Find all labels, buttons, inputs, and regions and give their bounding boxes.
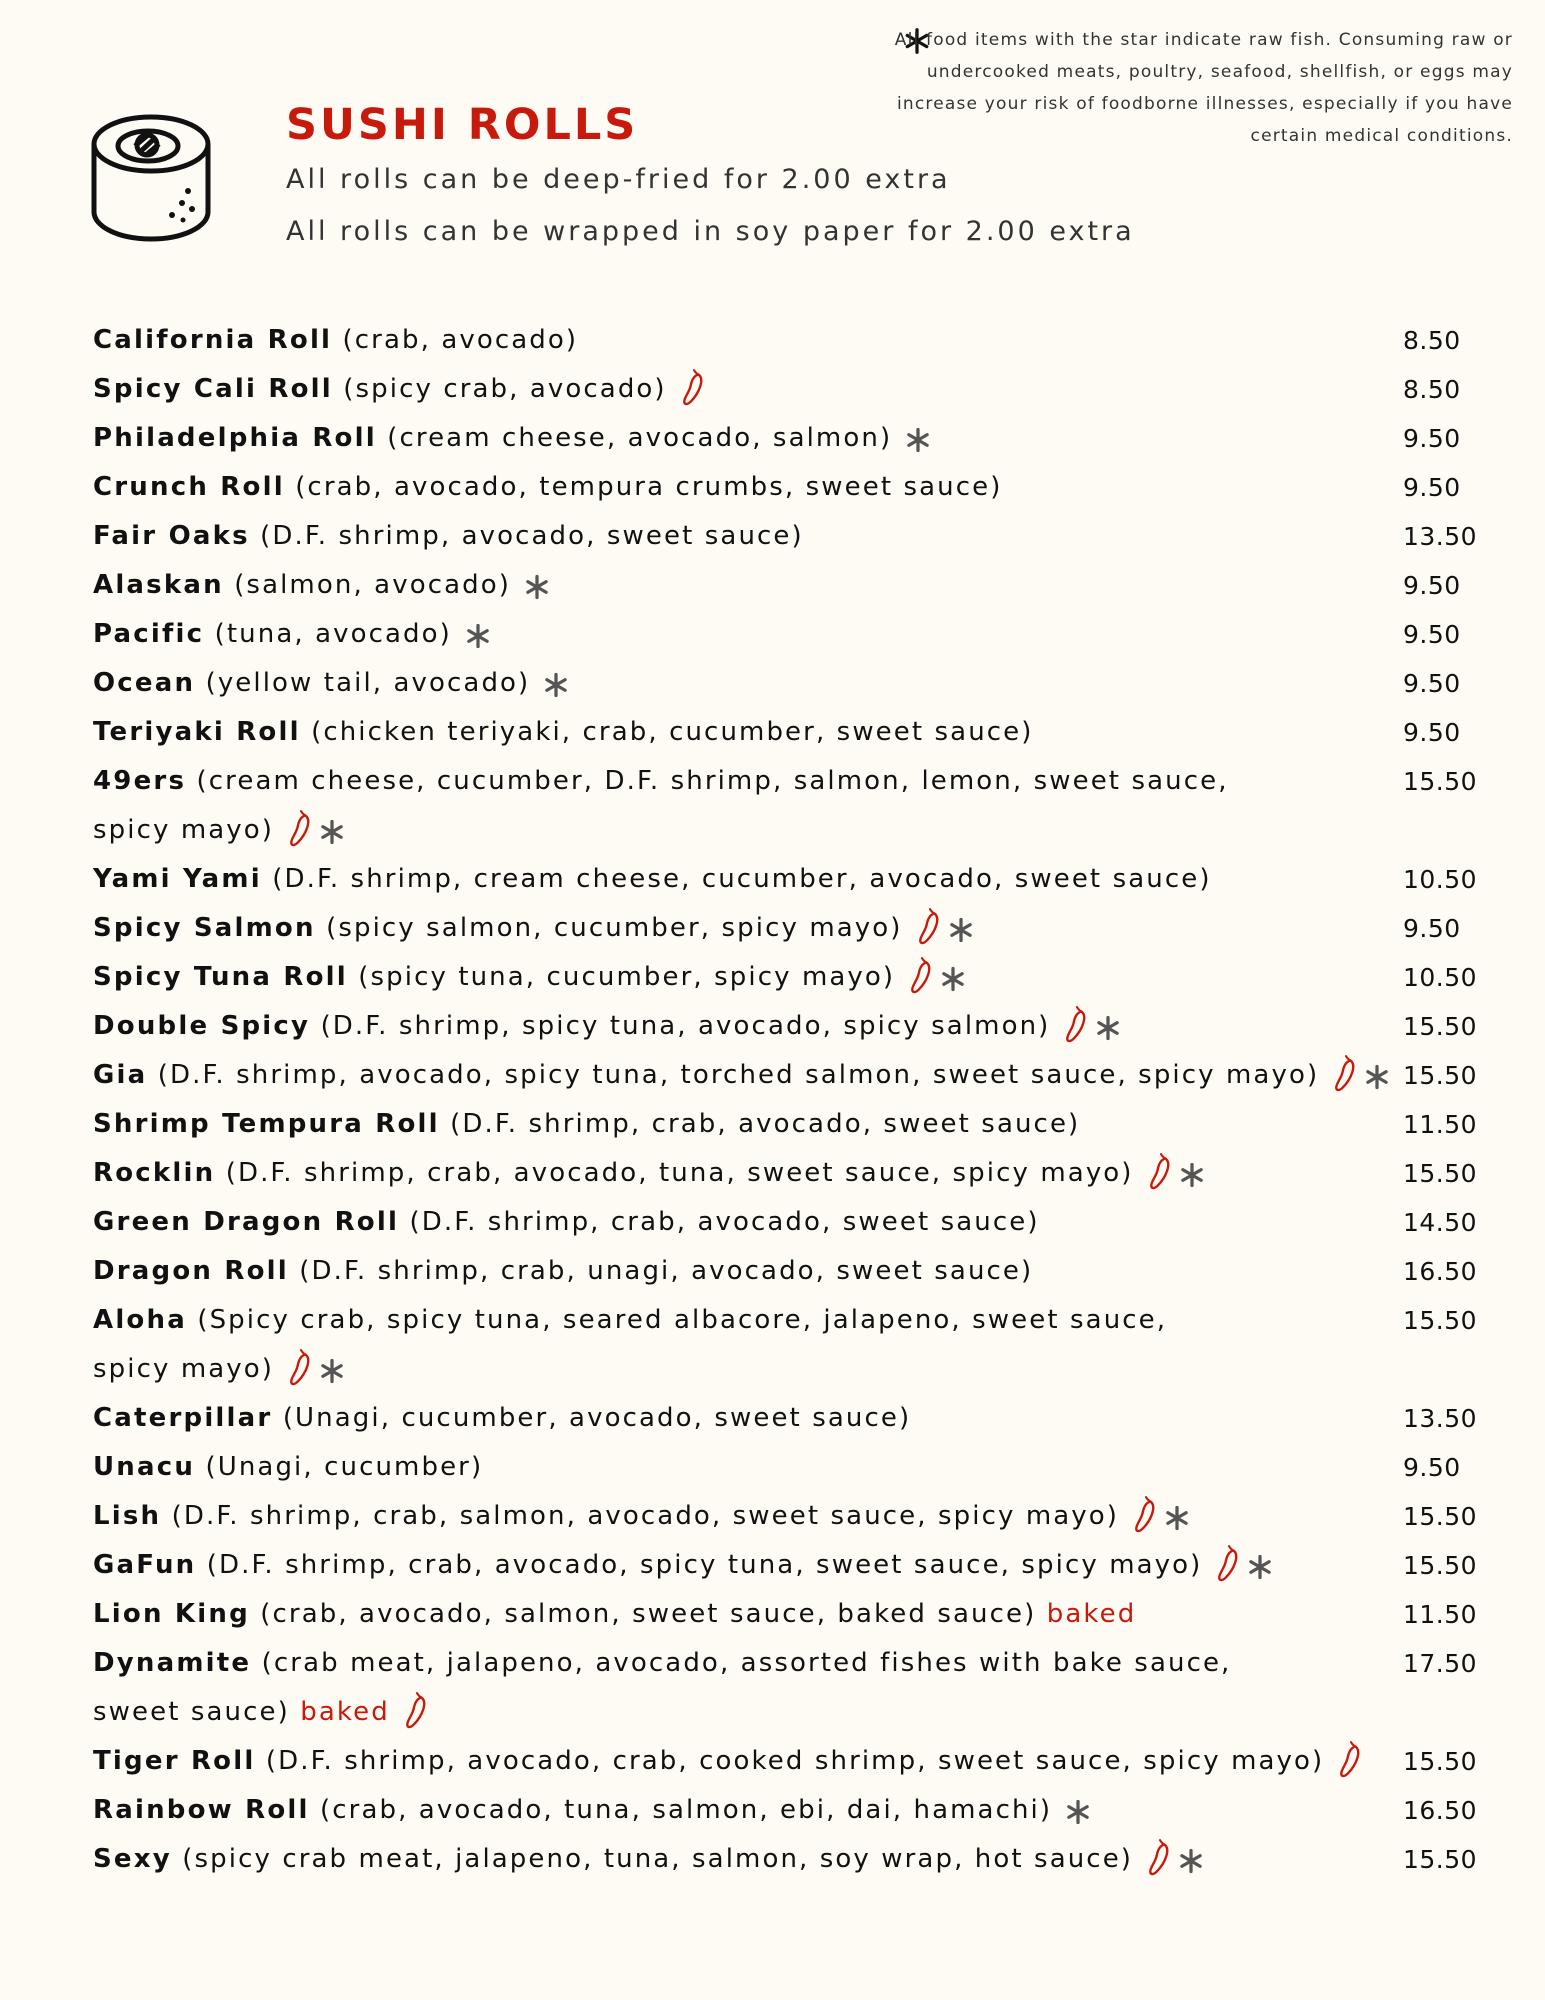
item-name: Gia	[93, 1060, 148, 1090]
item-price: 8.50	[1403, 375, 1461, 404]
menu-item-line	[93, 316, 1483, 365]
menu-item-line	[93, 659, 1483, 708]
asterisk-star-icon	[1163, 1500, 1191, 1528]
item-price: 9.50	[1403, 473, 1461, 502]
menu-item	[93, 1541, 1483, 1590]
item-price: 13.50	[1403, 1404, 1478, 1433]
item-name: Teriyaki Roll	[93, 717, 301, 747]
item-description: (D.F. shrimp, crab, salmon, avocado, sweet sauce, spicy mayo)	[171, 1501, 1120, 1531]
menu-item-line	[93, 1247, 1483, 1296]
chili-pepper-icon	[288, 1348, 314, 1386]
menu-item-line	[93, 1443, 1483, 1492]
item-name: Fair Oaks	[93, 521, 250, 551]
menu-item	[93, 953, 1483, 1002]
menu-item	[93, 708, 1483, 757]
menu-list	[93, 316, 1483, 1884]
item-name: California Roll	[93, 325, 333, 355]
menu-item-line	[93, 561, 1483, 610]
menu-item	[93, 365, 1483, 414]
item-name: Spicy Cali Roll	[93, 374, 333, 404]
item-price: 9.50	[1403, 1453, 1461, 1482]
item-price: 9.50	[1403, 571, 1461, 600]
item-price: 9.50	[1403, 620, 1461, 649]
baked-tag: baked	[1046, 1599, 1137, 1629]
item-description: (chicken teriyaki, crab, cucumber, sweet sauce)	[311, 717, 1034, 747]
item-price: 15.50	[1403, 1551, 1478, 1580]
item-name: 49ers	[93, 766, 187, 796]
item-price: 16.50	[1403, 1796, 1478, 1825]
asterisk-star-icon	[947, 912, 975, 940]
chili-pepper-icon	[909, 956, 935, 994]
item-name: Crunch Roll	[93, 472, 285, 502]
chili-pepper-icon	[288, 809, 314, 847]
menu-item-line-continued	[93, 1345, 1483, 1394]
menu-item	[93, 904, 1483, 953]
chili-pepper-icon	[1148, 1152, 1174, 1190]
item-description: (D.F. shrimp, crab, avocado, spicy tuna, sweet sauce, spicy mayo)	[206, 1550, 1203, 1580]
item-price: 15.50	[1403, 1012, 1478, 1041]
menu-item	[93, 512, 1483, 561]
chili-pepper-icon	[404, 1691, 430, 1729]
menu-item	[93, 1443, 1483, 1492]
item-price: 15.50	[1403, 1502, 1478, 1531]
menu-item	[93, 757, 1483, 855]
item-name: Dragon Roll	[93, 1256, 289, 1286]
item-name: GaFun	[93, 1550, 197, 1580]
item-name: Lion King	[93, 1599, 250, 1629]
menu-item	[93, 1492, 1483, 1541]
asterisk-star-icon	[939, 961, 967, 989]
menu-item	[93, 316, 1483, 365]
menu-item-line	[93, 1737, 1483, 1786]
item-description-continued: spicy mayo)	[93, 1354, 275, 1384]
asterisk-star-icon	[318, 1353, 346, 1381]
item-price: 15.50	[1403, 1747, 1478, 1776]
item-description: (crab, avocado, tuna, salmon, ebi, dai, hamachi)	[320, 1795, 1053, 1825]
menu-item	[93, 1835, 1483, 1884]
item-name: Spicy Tuna Roll	[93, 962, 348, 992]
menu-item-line-continued	[93, 806, 1483, 855]
menu-item	[93, 1002, 1483, 1051]
item-name: Ocean	[93, 668, 196, 698]
asterisk-star-icon	[1177, 1843, 1205, 1871]
item-description: (cream cheese, avocado, salmon)	[387, 423, 893, 453]
item-name: Sexy	[93, 1844, 172, 1874]
menu-item-line	[93, 1590, 1483, 1639]
menu-item	[93, 1737, 1483, 1786]
item-description: (D.F. shrimp, avocado, sweet sauce)	[260, 521, 804, 551]
item-name: Pacific	[93, 619, 205, 649]
menu-item	[93, 1198, 1483, 1247]
item-description: (spicy crab meat, jalapeno, tuna, salmon, soy wrap, hot sauce)	[182, 1844, 1134, 1874]
menu-item	[93, 855, 1483, 904]
item-price: 9.50	[1403, 718, 1461, 747]
menu-item-line	[93, 855, 1483, 904]
menu-item	[93, 1639, 1483, 1737]
menu-item-line	[93, 1541, 1483, 1590]
item-price: 11.50	[1403, 1110, 1478, 1139]
chili-pepper-icon	[917, 907, 943, 945]
item-price: 17.50	[1403, 1649, 1478, 1678]
item-name: Rainbow Roll	[93, 1795, 310, 1825]
asterisk-star-icon	[1246, 1549, 1274, 1577]
menu-item-line	[93, 1002, 1483, 1051]
asterisk-star-icon	[523, 569, 551, 597]
item-description-continued: sweet sauce)	[93, 1697, 290, 1727]
menu-item-line	[93, 414, 1483, 463]
menu-item-line	[93, 953, 1483, 1002]
baked-tag: baked	[300, 1697, 390, 1727]
menu-item-line	[93, 904, 1483, 953]
asterisk-star-icon	[1363, 1059, 1391, 1087]
menu-item-line	[93, 463, 1483, 512]
menu-item-line	[93, 708, 1483, 757]
menu-item-line	[93, 757, 1483, 806]
item-description: (D.F. shrimp, spicy tuna, avocado, spicy salmon)	[320, 1011, 1051, 1041]
item-description: (spicy salmon, cucumber, spicy mayo)	[326, 913, 903, 943]
menu-item-line	[93, 365, 1483, 414]
item-name: Rocklin	[93, 1158, 216, 1188]
item-description: (spicy crab, avocado)	[343, 374, 667, 404]
item-name: Double Spicy	[93, 1011, 311, 1041]
menu-item	[93, 463, 1483, 512]
item-description: (crab, avocado)	[342, 325, 579, 355]
chili-pepper-icon	[1338, 1740, 1364, 1778]
item-description: (yellow tail, avocado)	[205, 668, 531, 698]
item-description: (Unagi, cucumber)	[205, 1452, 484, 1482]
menu-item-line	[93, 1051, 1483, 1100]
item-name: Yami Yami	[93, 864, 262, 894]
menu-item-line	[93, 1835, 1483, 1884]
item-description: (D.F. shrimp, avocado, crab, cooked shrimp, sweet sauce, spicy mayo)	[265, 1746, 1325, 1776]
menu-item-line	[93, 1149, 1483, 1198]
asterisk-star-icon	[1178, 1157, 1206, 1185]
item-price: 11.50	[1403, 1600, 1478, 1629]
menu-item-line	[93, 1639, 1483, 1688]
menu-item-line	[93, 1394, 1483, 1443]
item-price: 8.50	[1403, 326, 1461, 355]
item-price: 15.50	[1403, 1159, 1478, 1188]
menu-item	[93, 1247, 1483, 1296]
item-description: (crab, avocado, salmon, sweet sauce, baked sauce)	[260, 1599, 1037, 1629]
item-name: Caterpillar	[93, 1403, 273, 1433]
item-name: Philadelphia Roll	[93, 423, 377, 453]
item-price: 15.50	[1403, 767, 1478, 796]
menu-item-line	[93, 1786, 1483, 1835]
menu-item-line	[93, 1198, 1483, 1247]
item-name: Green Dragon Roll	[93, 1207, 400, 1237]
item-description: (D.F. shrimp, cream cheese, cucumber, avocado, sweet sauce)	[272, 864, 1212, 894]
menu-item	[93, 1394, 1483, 1443]
item-name: Tiger Roll	[93, 1746, 256, 1776]
item-name: Aloha	[93, 1305, 187, 1335]
sushi-roll-icon	[88, 108, 214, 244]
menu-item	[93, 1590, 1483, 1639]
menu-item-line	[93, 1296, 1483, 1345]
item-price: 9.50	[1403, 914, 1461, 943]
item-description: (Unagi, cucumber, avocado, sweet sauce)	[282, 1403, 912, 1433]
item-description: (crab, avocado, tempura crumbs, sweet sauce)	[295, 472, 1003, 502]
item-price: 14.50	[1403, 1208, 1478, 1237]
asterisk-star-icon	[318, 814, 346, 842]
item-name: Spicy Salmon	[93, 913, 316, 943]
item-price: 9.50	[1403, 669, 1461, 698]
chili-pepper-icon	[1216, 1544, 1242, 1582]
menu-item	[93, 610, 1483, 659]
menu-item	[93, 1149, 1483, 1198]
item-description: (D.F. shrimp, crab, unagi, avocado, sweet sauce)	[299, 1256, 1034, 1286]
item-price: 10.50	[1403, 865, 1478, 894]
item-price: 15.50	[1403, 1061, 1478, 1090]
raw-fish-disclaimer: All food items with the star indicate raw fish. Consuming raw or undercooked meats, poultry, seafood, shellfish, or eggs may increase your risk of foodborne illnesses, especially if you have certain medical conditions.	[894, 30, 1513, 146]
item-description: (crab meat, jalapeno, avocado, assorted fishes with bake sauce,	[261, 1648, 1232, 1678]
menu-item-line	[93, 1100, 1483, 1149]
item-price: 15.50	[1403, 1306, 1478, 1335]
menu-item	[93, 1100, 1483, 1149]
item-description: (cream cheese, cucumber, D.F. shrimp, salmon, lemon, sweet sauce,	[196, 766, 1229, 796]
item-description: (D.F. shrimp, crab, avocado, tuna, sweet sauce, spicy mayo)	[225, 1158, 1134, 1188]
asterisk-star-icon	[1064, 1794, 1092, 1822]
soy-paper-note: All rolls can be wrapped in soy paper for 2.00 extra	[286, 216, 1135, 247]
menu-item	[93, 659, 1483, 708]
item-description: (Spicy crab, spicy tuna, seared albacore, jalapeno, sweet sauce,	[197, 1305, 1168, 1335]
item-description: (D.F. shrimp, avocado, spicy tuna, torched salmon, sweet sauce, spicy mayo)	[157, 1060, 1320, 1090]
menu-item	[93, 1786, 1483, 1835]
menu-item-line	[93, 610, 1483, 659]
chili-pepper-icon	[681, 368, 707, 406]
asterisk-star-icon	[464, 618, 492, 646]
item-name: Unacu	[93, 1452, 196, 1482]
item-name: Lish	[93, 1501, 162, 1531]
item-price: 10.50	[1403, 963, 1478, 992]
item-description: (D.F. shrimp, crab, avocado, sweet sauce)	[450, 1109, 1081, 1139]
item-name: Alaskan	[93, 570, 224, 600]
item-price: 15.50	[1403, 1845, 1478, 1874]
item-price: 16.50	[1403, 1257, 1478, 1286]
item-description: (tuna, avocado)	[214, 619, 452, 649]
asterisk-star-icon	[1094, 1010, 1122, 1038]
menu-item-line	[93, 512, 1483, 561]
asterisk-star-icon	[904, 422, 932, 450]
chili-pepper-icon	[1133, 1495, 1159, 1533]
item-price: 13.50	[1403, 522, 1478, 551]
menu-item	[93, 561, 1483, 610]
item-price: 9.50	[1403, 424, 1461, 453]
menu-item	[93, 1051, 1483, 1100]
menu-item	[93, 1296, 1483, 1394]
deep-fried-note: All rolls can be deep-fried for 2.00 extra	[286, 164, 951, 195]
item-name: Dynamite	[93, 1648, 252, 1678]
menu-item-line-continued	[93, 1688, 1483, 1737]
item-name: Shrimp Tempura Roll	[93, 1109, 440, 1139]
page-title: SUSHI ROLLS	[286, 100, 639, 150]
menu-item	[93, 414, 1483, 463]
asterisk-star-icon	[542, 667, 570, 695]
item-description-continued: spicy mayo)	[93, 815, 275, 845]
chili-pepper-icon	[1147, 1838, 1173, 1876]
chili-pepper-icon	[1064, 1005, 1090, 1043]
item-description: (spicy tuna, cucumber, spicy mayo)	[358, 962, 896, 992]
item-description: (salmon, avocado)	[234, 570, 511, 600]
menu-item-line	[93, 1492, 1483, 1541]
item-description: (D.F. shrimp, crab, avocado, sweet sauce)	[409, 1207, 1040, 1237]
chili-pepper-icon	[1333, 1054, 1359, 1092]
